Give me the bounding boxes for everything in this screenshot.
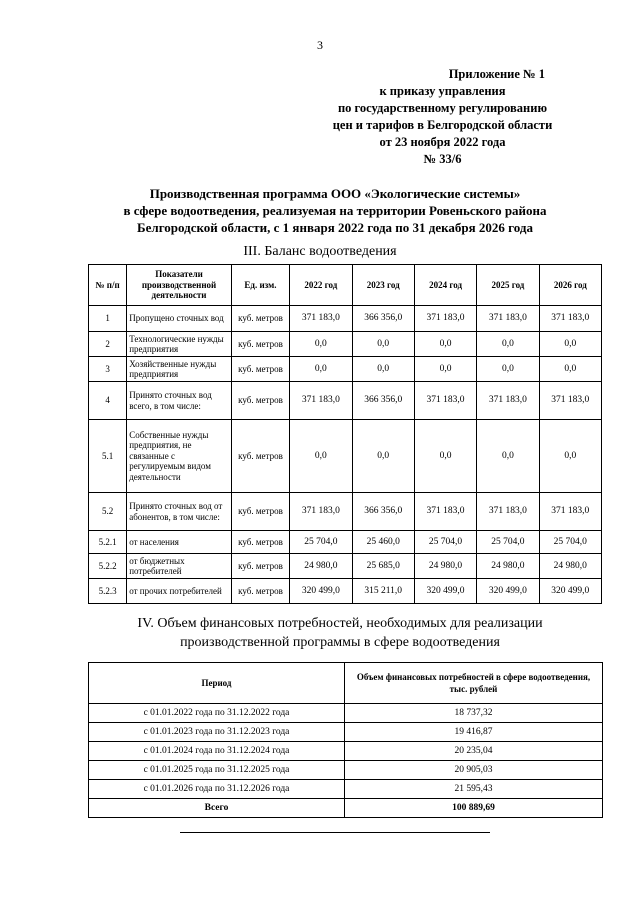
value-cell: 366 356,0 <box>352 306 414 332</box>
header-cell: 2023 год <box>352 265 414 306</box>
value-cell: 0,0 <box>414 420 476 493</box>
row-unit: куб. метров <box>231 357 289 382</box>
section4-title <box>120 614 560 652</box>
header-cell: 2026 год <box>539 265 601 306</box>
row-number: 5.2.2 <box>89 554 127 579</box>
value-cell: 0,0 <box>352 420 414 493</box>
row-number: 3 <box>89 357 127 382</box>
table-row <box>89 579 602 604</box>
appendix-title: Приложение № 1 <box>448 67 545 81</box>
value-cell: 20 905,03 <box>345 761 603 780</box>
value-cell: 25 704,0 <box>290 531 352 554</box>
period-cell: с 01.01.2023 года по 31.12.2023 года <box>89 723 345 742</box>
table-row <box>89 357 602 382</box>
value-cell: 371 183,0 <box>290 493 352 531</box>
row-label: Хозяйственные нужды предприятия <box>127 357 232 382</box>
value-cell: 25 685,0 <box>352 554 414 579</box>
value-cell: 371 183,0 <box>414 493 476 531</box>
row-number: 1 <box>89 306 127 332</box>
row-number: 2 <box>89 332 127 357</box>
value-cell: 315 211,0 <box>352 579 414 604</box>
value-cell: 371 183,0 <box>414 306 476 332</box>
value-cell: 320 499,0 <box>477 579 539 604</box>
row-unit: куб. метров <box>231 579 289 604</box>
row-label: Технологические нужды предприятия <box>127 332 232 357</box>
value-cell: 0,0 <box>290 332 352 357</box>
header-cell: 2022 год <box>290 265 352 306</box>
value-cell: 0,0 <box>477 332 539 357</box>
table-header-row <box>89 663 603 704</box>
value-cell: 320 499,0 <box>539 579 601 604</box>
bottom-divider <box>180 832 490 833</box>
header-cell: Период <box>89 663 345 704</box>
program-title-line: Белгородской области, с 1 января 2022 года по 31 декабря 2026 года <box>137 220 533 235</box>
section4-title-line: IV. Объем финансовых потребностей, необходимых для реализации <box>137 616 543 631</box>
period-cell: с 01.01.2022 года по 31.12.2022 года <box>89 704 345 723</box>
value-cell: 320 499,0 <box>290 579 352 604</box>
table-row <box>89 742 603 761</box>
period-cell: с 01.01.2024 года по 31.12.2024 года <box>89 742 345 761</box>
table-row <box>89 531 602 554</box>
table-row <box>89 493 602 531</box>
header-cell: 2024 год <box>414 265 476 306</box>
table-row <box>89 382 602 420</box>
appendix-line: по государственному регулированию <box>337 101 548 115</box>
value-cell: 25 460,0 <box>352 531 414 554</box>
table-row <box>89 723 603 742</box>
value-cell: 25 704,0 <box>414 531 476 554</box>
value-cell: 371 183,0 <box>477 382 539 420</box>
value-cell: 25 704,0 <box>539 531 601 554</box>
header-cell: Объем финансовых потребностей в сфере водоотведения, тыс. рублей <box>345 663 603 704</box>
row-number: 5.2 <box>89 493 127 531</box>
value-cell: 24 980,0 <box>477 554 539 579</box>
value-cell: 366 356,0 <box>352 493 414 531</box>
page-number: 3 <box>317 38 323 52</box>
row-number: 5.1 <box>89 420 127 493</box>
value-cell: 0,0 <box>477 357 539 382</box>
value-cell: 0,0 <box>290 420 352 493</box>
water-balance-table <box>88 264 602 604</box>
row-number: 5.2.3 <box>89 579 127 604</box>
value-cell: 371 183,0 <box>539 493 601 531</box>
total-label: Всего <box>89 799 345 818</box>
row-unit: куб. метров <box>231 554 289 579</box>
table-row <box>89 554 602 579</box>
value-cell: 21 595,43 <box>345 780 603 799</box>
appendix-header <box>300 66 585 168</box>
table-row <box>89 704 603 723</box>
value-cell: 25 704,0 <box>477 531 539 554</box>
row-label: от бюджетных потребителей <box>127 554 232 579</box>
value-cell: 0,0 <box>352 357 414 382</box>
program-title <box>90 185 580 236</box>
table-row <box>89 306 602 332</box>
appendix-line: цен и тарифов в Белгородской области <box>332 118 553 132</box>
row-number: 4 <box>89 382 127 420</box>
appendix-line: от 23 ноября 2022 года <box>379 135 506 149</box>
row-label: Пропущено сточных вод <box>127 306 232 332</box>
period-cell: с 01.01.2025 года по 31.12.2025 года <box>89 761 345 780</box>
value-cell: 371 183,0 <box>290 382 352 420</box>
value-cell: 371 183,0 <box>477 306 539 332</box>
value-cell: 20 235,04 <box>345 742 603 761</box>
section4-title-line: производственной программы в сфере водоотведения <box>180 635 500 650</box>
value-cell: 0,0 <box>539 332 601 357</box>
value-cell: 24 980,0 <box>414 554 476 579</box>
value-cell: 0,0 <box>539 420 601 493</box>
row-label: от населения <box>127 531 232 554</box>
program-title-line: в сфере водоотведения, реализуемая на территории Ровеньского района <box>123 203 547 218</box>
value-cell: 371 183,0 <box>290 306 352 332</box>
row-unit: куб. метров <box>231 382 289 420</box>
row-label: от прочих потребителей <box>127 579 232 604</box>
row-unit: куб. метров <box>231 306 289 332</box>
value-cell: 0,0 <box>539 357 601 382</box>
appendix-line: к приказу управления <box>379 84 506 98</box>
table-row <box>89 761 603 780</box>
value-cell: 320 499,0 <box>414 579 476 604</box>
value-cell: 0,0 <box>290 357 352 382</box>
value-cell: 19 416,87 <box>345 723 603 742</box>
total-value: 100 889,69 <box>345 799 603 818</box>
row-unit: куб. метров <box>231 332 289 357</box>
value-cell: 0,0 <box>477 420 539 493</box>
header-cell: Показатели производственной деятельности <box>127 265 232 306</box>
table-row <box>89 420 602 493</box>
header-cell: Ед. изм. <box>231 265 289 306</box>
table-row <box>89 332 602 357</box>
row-number: 5.2.1 <box>89 531 127 554</box>
row-unit: куб. метров <box>231 420 289 493</box>
table-header-row <box>89 265 602 306</box>
section3-title: III. Баланс водоотведения <box>243 244 397 259</box>
value-cell: 24 980,0 <box>290 554 352 579</box>
period-cell: с 01.01.2026 года по 31.12.2026 года <box>89 780 345 799</box>
value-cell: 24 980,0 <box>539 554 601 579</box>
value-cell: 18 737,32 <box>345 704 603 723</box>
total-row <box>89 799 603 818</box>
row-unit: куб. метров <box>231 531 289 554</box>
header-cell: 2025 год <box>477 265 539 306</box>
value-cell: 371 183,0 <box>477 493 539 531</box>
appendix-line: № 33/6 <box>423 152 462 166</box>
table-row <box>89 780 603 799</box>
program-title-line: Производственная программа ООО «Экологические системы» <box>149 186 521 201</box>
header-cell: № п/п <box>89 265 127 306</box>
row-label: Принято сточных вод от абонентов, в том числе: <box>127 493 232 531</box>
value-cell: 366 356,0 <box>352 382 414 420</box>
row-label: Собственные нужды предприятия, не связанные с регулируемым видом деятельности <box>127 420 232 493</box>
value-cell: 371 183,0 <box>539 306 601 332</box>
value-cell: 0,0 <box>414 332 476 357</box>
financial-needs-table <box>88 662 603 818</box>
value-cell: 371 183,0 <box>539 382 601 420</box>
row-label: Принято сточных вод всего, в том числе: <box>127 382 232 420</box>
value-cell: 0,0 <box>414 357 476 382</box>
value-cell: 0,0 <box>352 332 414 357</box>
value-cell: 371 183,0 <box>414 382 476 420</box>
row-unit: куб. метров <box>231 493 289 531</box>
